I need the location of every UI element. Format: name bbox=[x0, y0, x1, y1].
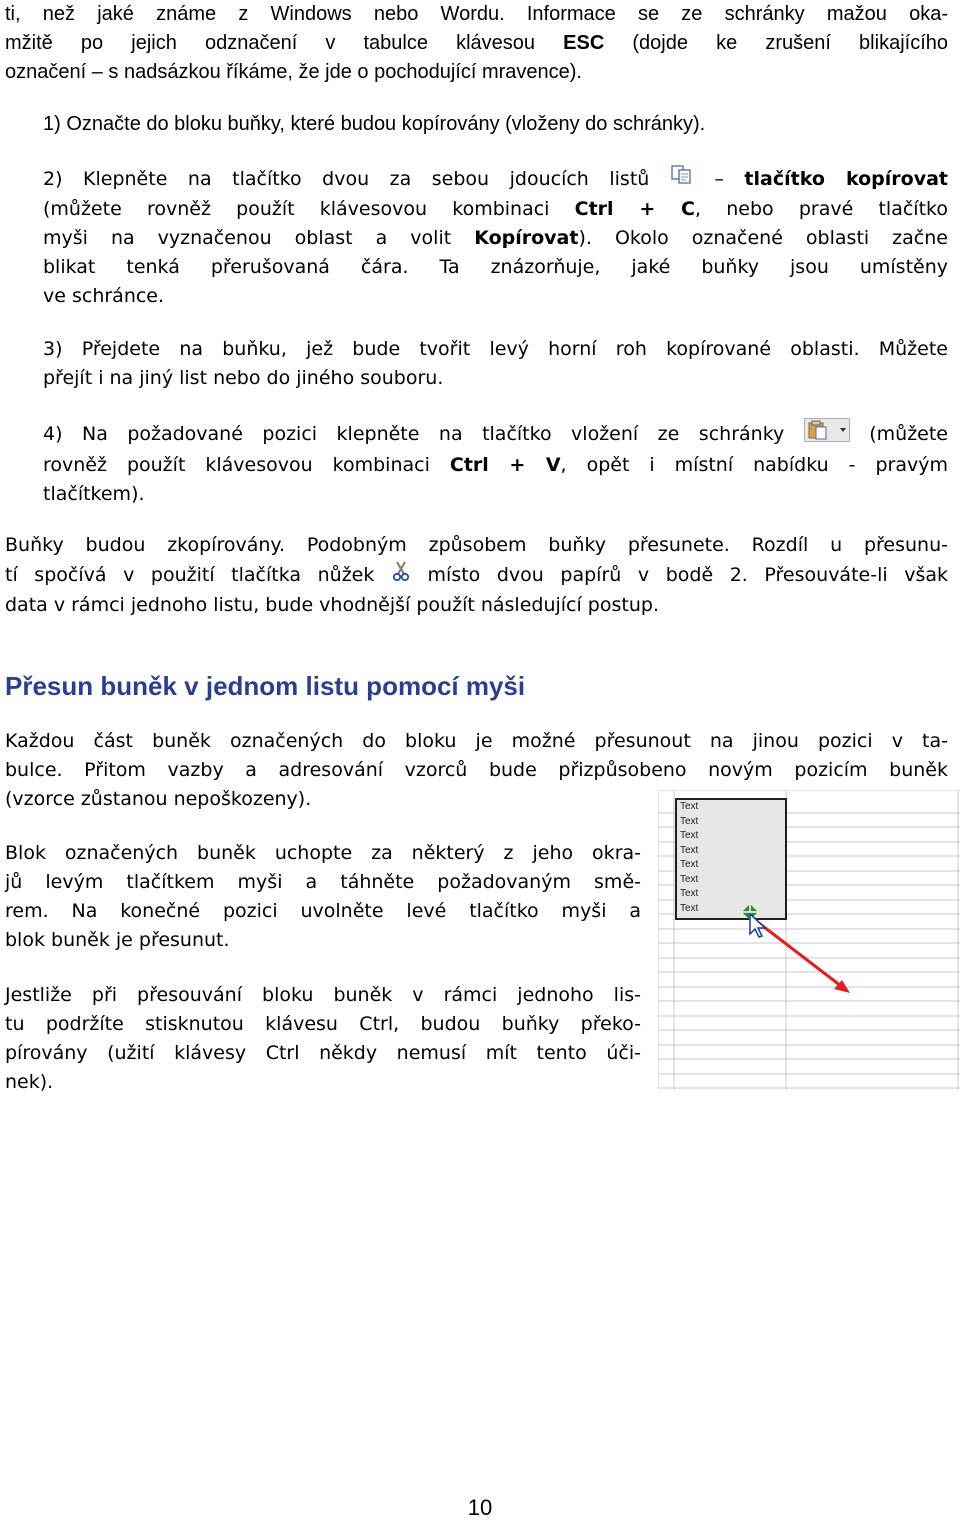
copy-summary-line-2: tí spočívá v použití tlačítka nůžek místo dvou papírů v bodě 2. Přesouváte-li však bbox=[5, 560, 948, 591]
spreadsheet-figure bbox=[658, 790, 960, 1090]
ctrl-v-shortcut: Ctrl + V bbox=[449, 454, 561, 476]
table-cell: Text bbox=[680, 888, 699, 899]
ctrl-line-4: nek). bbox=[5, 1071, 54, 1093]
step-4-line-3: tlačítkem). bbox=[43, 483, 145, 505]
drag-line-2: jů levým tlačítkem myši a táhněte požadovaným smě- bbox=[5, 871, 641, 893]
esc-key: ESC bbox=[563, 32, 605, 54]
ctrl-line-1: Jestliže při přesouvání bloku buněk v rámci jednoho lis- bbox=[5, 984, 641, 1006]
table-cell: Text bbox=[680, 859, 699, 870]
step-4-line-2: rovněž použít klávesovou kombinaci Ctrl + V, opět i místní nabídku - pravým bbox=[43, 454, 949, 476]
drag-line-3: rem. Na konečné pozici uvolněte levé tlačítko myši a bbox=[5, 900, 641, 922]
step-4-line-1: 4) Na požadované pozici klepněte na tlačítko vložení ze schránky (můžete bbox=[43, 418, 948, 451]
ctrl-line-2: tu podržíte stisknutou klávesu Ctrl, budou buňky překo- bbox=[5, 1013, 641, 1035]
scissors-icon bbox=[391, 560, 411, 591]
intro-paragraph bbox=[5, 0, 948, 87]
table-cell: Text bbox=[680, 830, 699, 841]
step-3-line-2: přejít i na jiný list nebo do jiného souboru. bbox=[43, 367, 444, 389]
intro-line-2: mžitě po jejich odznačení v tabulce klávesou ESC (dojde ke zrušení blikajícího bbox=[5, 32, 948, 54]
step-2-line-1: 2) Klepněte na tlačítko dvou za sebou jdoucích listů – tlačítko kopírovat bbox=[43, 164, 948, 195]
copy-summary-line-1: Buňky budou zkopírovány. Podobným způsobem buňky přesunete. Rozdíl u přesunu- bbox=[5, 534, 948, 556]
table-cell: Text bbox=[680, 801, 699, 812]
table-cell: Text bbox=[680, 845, 699, 856]
intro-line-1: ti, než jaké známe z Windows nebo Wordu. Informace se ze schránky mažou oka- bbox=[5, 3, 948, 25]
step-2-line-5: ve schránce. bbox=[43, 285, 165, 307]
table-cell: Text bbox=[680, 816, 699, 827]
copy-icon bbox=[670, 164, 694, 195]
step-2-line-4: blikat tenká přerušovaná čára. Ta znázorňuje, jaké buňky jsou umístěny bbox=[43, 256, 948, 278]
drag-line-1: Blok označených buněk uchopte za některý z jeho okra- bbox=[5, 842, 641, 864]
move-line-3: (vzorce zůstanou nepoškozeny). bbox=[5, 788, 312, 810]
drag-overlay bbox=[658, 790, 960, 1090]
step-2 bbox=[43, 164, 948, 311]
intro-line-3: označení – s nadsázkou říkáme, že jde o pochodující mravence). bbox=[5, 61, 582, 83]
table-cell: Text bbox=[680, 874, 699, 885]
table-cell: Text bbox=[680, 903, 699, 914]
step-2-line-3: myši na vyznačenou oblast a volit Kopírovat). Okolo označené oblasti začne bbox=[43, 227, 948, 249]
step-3 bbox=[43, 335, 948, 393]
ctrl-paragraph bbox=[5, 981, 641, 1097]
step-3-line-1: 3) Přejdete na buňku, jež bude tvořit levý horní roh kopírované oblasti. Můžete bbox=[43, 338, 948, 360]
page-number: 10 bbox=[467, 1495, 493, 1520]
copy-menu-label: Kopírovat bbox=[474, 227, 579, 249]
paste-icon bbox=[804, 418, 850, 451]
section-heading: Přesun buněk v jednom listu pomocí myši bbox=[5, 671, 526, 701]
move-line-1: Každou část buněk označených do bloku je možné přesunout na jinou pozici v ta- bbox=[5, 730, 948, 752]
ctrl-line-3: pírovány (užití klávesy Ctrl někdy nemusí mít tento úči- bbox=[5, 1042, 641, 1064]
copy-button-label: tlačítko kopírovat bbox=[744, 168, 948, 190]
ctrl-c-shortcut: Ctrl + C bbox=[574, 198, 695, 220]
move-line-2: bulce. Přitom vazby a adresování vzorců bude přizpůsobeno novým pozicím buněk bbox=[5, 759, 948, 781]
copy-summary-paragraph bbox=[5, 531, 948, 620]
copy-summary-line-3: data v rámci jednoho listu, bude vhodnější použít následující postup. bbox=[5, 594, 659, 616]
drag-paragraph bbox=[5, 839, 641, 955]
drag-line-4: blok buněk je přesunut. bbox=[5, 929, 230, 951]
step-1: 1) Označte do bloku buňky, které budou kopírovány (vloženy do schránky). bbox=[43, 113, 706, 135]
step-4 bbox=[43, 418, 948, 509]
step-2-line-2: (můžete rovněž použít klávesovou kombinaci Ctrl + C, nebo pravé tlačítko bbox=[43, 198, 948, 220]
move-cursor-icon bbox=[742, 904, 765, 937]
